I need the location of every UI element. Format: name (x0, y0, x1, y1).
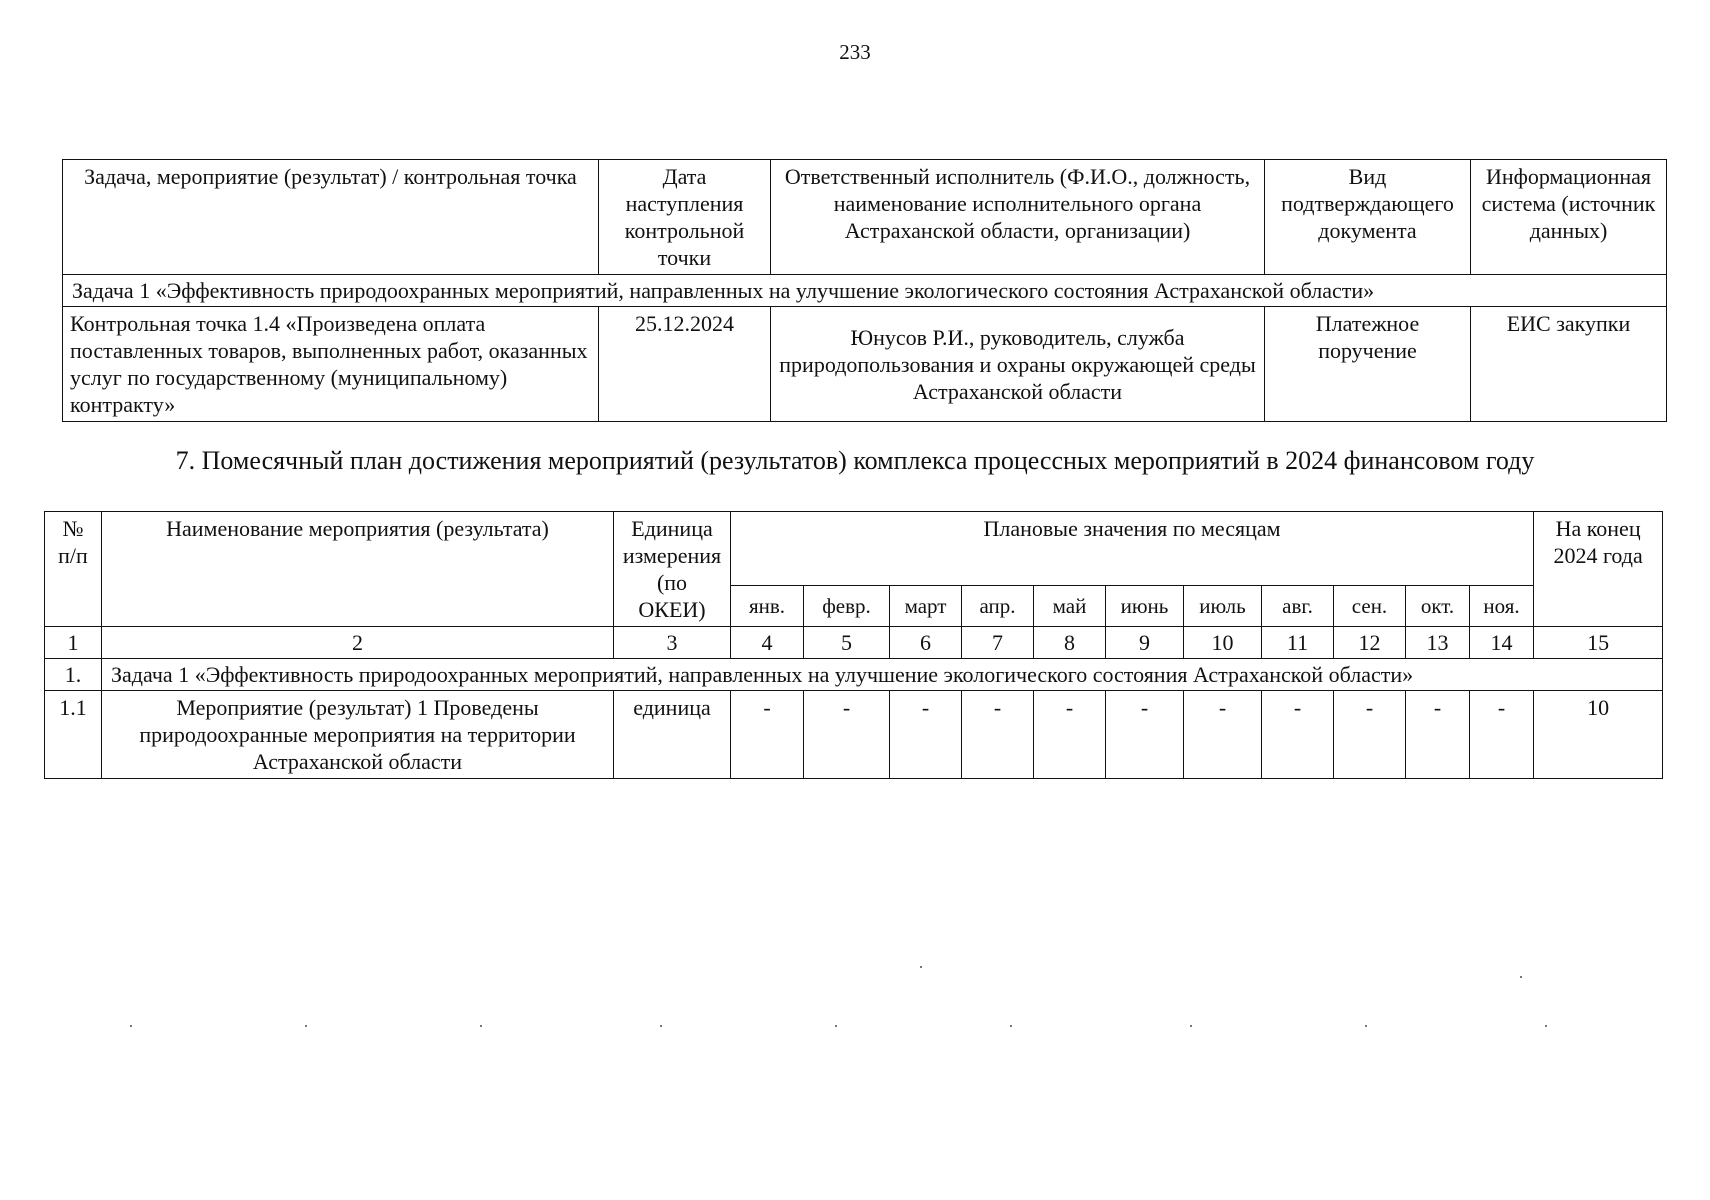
column-number: 9 (1106, 627, 1184, 659)
page-number: 233 (839, 40, 871, 64)
month-value: - (962, 691, 1034, 779)
table-row (63, 307, 1667, 422)
header-unit: Единица измерения (по ОКЕИ) (614, 512, 731, 627)
monthly-plan-table (44, 511, 1663, 779)
month-value: - (890, 691, 962, 779)
column-number: 4 (731, 627, 804, 659)
column-number: 1 (45, 627, 102, 659)
table-row (45, 691, 1663, 779)
scan-speck (1010, 1025, 1012, 1027)
control-point-responsible: Юнусов Р.И., руководитель, служба природопользования и охраны окружающей среды Астраханской области (771, 307, 1265, 422)
control-table-task-row (63, 275, 1667, 307)
scan-speck (1365, 1025, 1367, 1027)
header-task: Задача, мероприятие (результат) / контрольная точка (63, 160, 599, 275)
row-num: 1.1 (45, 691, 102, 779)
header-month-may: май (1034, 586, 1106, 627)
end-of-year-value: 10 (1534, 691, 1663, 779)
scan-speck (1520, 976, 1522, 978)
control-points-table (62, 159, 1667, 422)
header-system: Информационная система (источник данных) (1471, 160, 1667, 275)
header-responsible: Ответственный исполнитель (Ф.И.О., должность, наименование исполнительного органа Астраханской области, организации) (771, 160, 1265, 275)
column-number: 13 (1406, 627, 1470, 659)
control-point-name: Контрольная точка 1.4 «Произведена оплата поставленных товаров, выполненных работ, оказанных услуг по государственному (муниципальному) контракту» (63, 307, 599, 422)
column-number: 2 (102, 627, 614, 659)
month-value: - (731, 691, 804, 779)
scan-speck (835, 1025, 837, 1027)
header-months-group: Плановые значения по месяцам (731, 512, 1534, 586)
column-number: 3 (614, 627, 731, 659)
column-number: 12 (1334, 627, 1406, 659)
control-point-date: 25.12.2024 (599, 307, 771, 422)
month-value: - (1262, 691, 1334, 779)
header-month-aug: авг. (1262, 586, 1334, 627)
scan-speck (130, 1025, 132, 1027)
task-title: Задача 1 «Эффективность природоохранных мероприятий, направленных на улучшение экологического состояния Астраханской области» (63, 275, 1667, 307)
scan-speck (1190, 1025, 1192, 1027)
column-number: 11 (1262, 627, 1334, 659)
header-document: Вид подтверждающего документа (1265, 160, 1471, 275)
column-number: 10 (1184, 627, 1262, 659)
month-value: - (804, 691, 890, 779)
header-num: № п/п (45, 512, 102, 627)
header-month-jun: июнь (1106, 586, 1184, 627)
month-value: - (1406, 691, 1470, 779)
header-month-apr: апр. (962, 586, 1034, 627)
month-value: - (1106, 691, 1184, 779)
header-end-of-year: На конец 2024 года (1534, 512, 1663, 627)
plan-table-task-row (45, 659, 1663, 691)
column-number: 15 (1534, 627, 1663, 659)
header-month-jan: янв. (731, 586, 804, 627)
column-number: 7 (962, 627, 1034, 659)
column-number: 6 (890, 627, 962, 659)
column-number: 8 (1034, 627, 1106, 659)
scan-speck (480, 1025, 482, 1027)
control-table-header-row (63, 160, 1667, 275)
plan-table-header-row (45, 512, 1663, 586)
month-value: - (1470, 691, 1534, 779)
row-name: Мероприятие (результат) 1 Проведены природоохранные мероприятия на территории Астраханской области (102, 691, 614, 779)
header-month-oct: окт. (1406, 586, 1470, 627)
header-month-sep: сен. (1334, 586, 1406, 627)
header-month-feb: февр. (804, 586, 890, 627)
header-name: Наименование мероприятия (результата) (102, 512, 614, 627)
month-value: - (1034, 691, 1106, 779)
header-date: Дата наступления контрольной точки (599, 160, 771, 275)
column-number: 14 (1470, 627, 1534, 659)
month-value: - (1184, 691, 1262, 779)
row-unit: единица (614, 691, 731, 779)
control-point-document: Платежное поручение (1265, 307, 1471, 422)
scan-speck (305, 1025, 307, 1027)
control-point-system: ЕИС закупки (1471, 307, 1667, 422)
scan-speck (660, 1025, 662, 1027)
scan-speck (920, 966, 922, 968)
section-title: 7. Помесячный план достижения мероприятий (результатов) комплекса процессных мероприятий в 2024 финансовом году (175, 446, 1535, 475)
header-month-nov: ноя. (1470, 586, 1534, 627)
task-num: 1. (45, 659, 102, 691)
column-number: 5 (804, 627, 890, 659)
scan-speck (1545, 1025, 1547, 1027)
month-value: - (1334, 691, 1406, 779)
column-numbers-row (45, 627, 1663, 659)
header-month-jul: июль (1184, 586, 1262, 627)
task-title: Задача 1 «Эффективность природоохранных мероприятий, направленных на улучшение экологического состояния Астраханской области» (102, 659, 1663, 691)
header-month-mar: март (890, 586, 962, 627)
